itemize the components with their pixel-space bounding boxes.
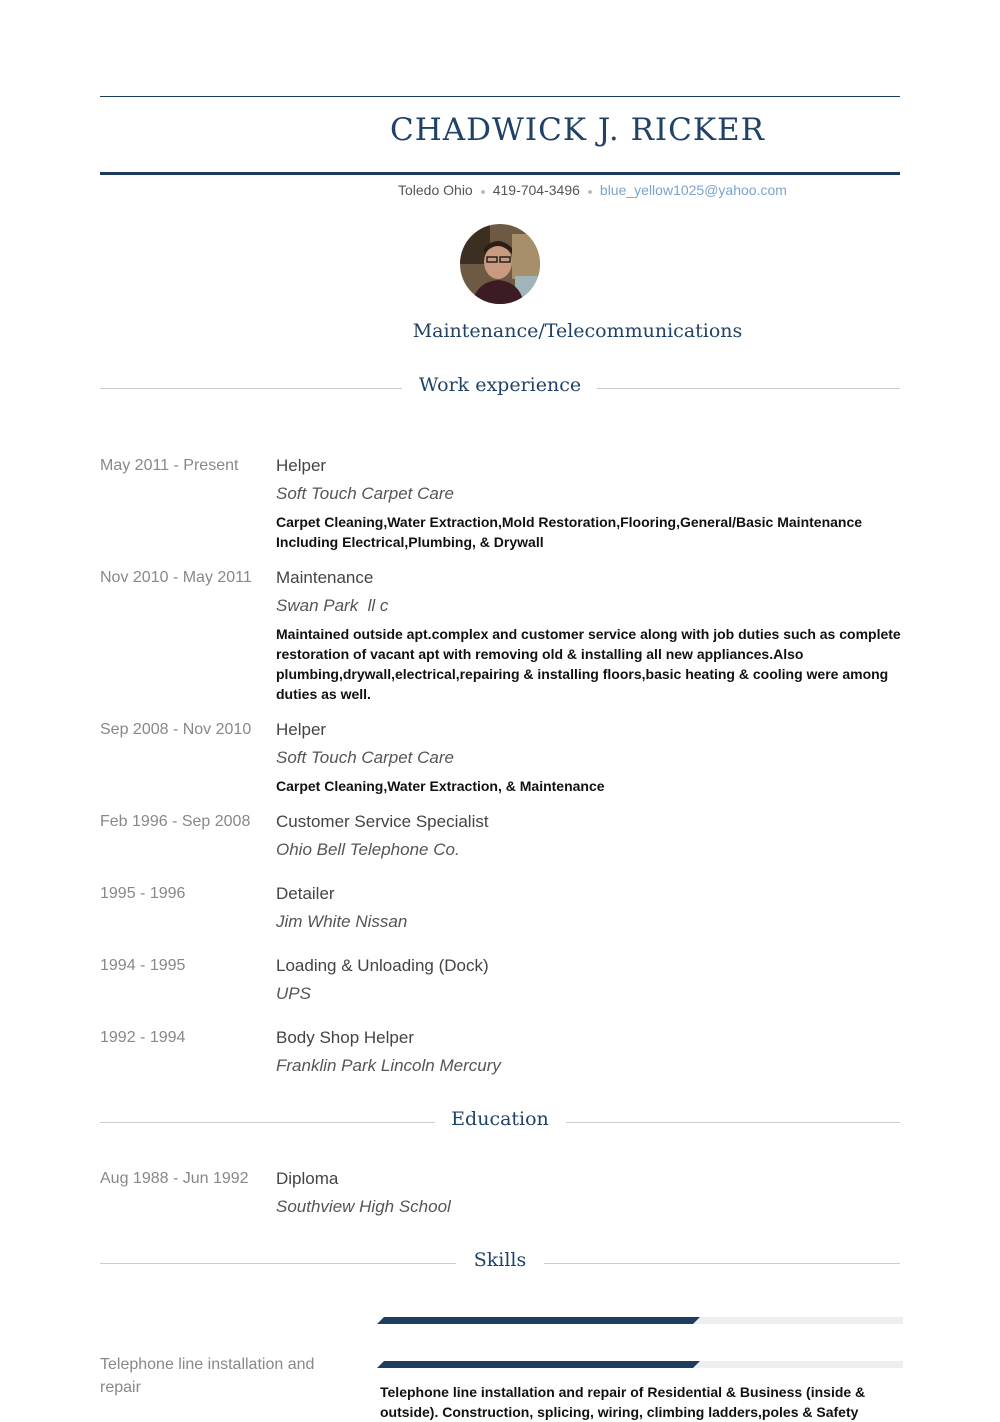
work-role: Detailer — [276, 884, 335, 903]
location: Toledo Ohio — [398, 182, 473, 198]
work-role: Helper — [276, 720, 327, 739]
work-role: Body Shop Helper — [276, 1028, 414, 1047]
header-rule-bottom — [100, 172, 900, 175]
contact-line — [398, 182, 787, 198]
education-section-heading — [100, 1108, 900, 1138]
education-date: Aug 1988 - Jun 1992 — [100, 1170, 249, 1187]
avatar — [460, 224, 540, 304]
work-company: Soft Touch Carpet Care — [276, 484, 454, 503]
work-date: 1994 - 1995 — [100, 957, 186, 974]
candidate-name: CHADWICK J. RICKER — [390, 112, 765, 148]
skills-section-heading — [100, 1249, 900, 1279]
email-link[interactable]: blue_yellow1025@yahoo.com — [599, 182, 787, 198]
bar-fill — [377, 1317, 700, 1324]
work-description: Carpet Cleaning,Water Extraction,Mold Restoration,Flooring,General/Basic Maintenance Including Electrical,Plumbing, & Drywall — [276, 514, 863, 550]
section-title: Skills — [473, 1249, 527, 1271]
skill-description: Telephone line installation and repair of Residential & Business (inside & outside). Construction, splicing, wiring, climbing ladders,poles & Safety — [380, 1384, 866, 1420]
work-company: UPS — [276, 984, 311, 1003]
skills-overall-bar — [377, 1317, 903, 1324]
work-description: Maintained outside apt.complex and customer service along with job duties such as complete restoration of vacant apt with removing old & installing all new appliances.Also plumbing,drywall,electrical,repairing & installing floors,basic heating & cooling were among duties as well. — [276, 626, 901, 702]
education-school: Southview High School — [276, 1197, 451, 1216]
work-role: Customer Service Specialist — [276, 812, 489, 831]
work-date: Feb 1996 - Sep 2008 — [100, 813, 251, 830]
work-role: Helper — [276, 456, 327, 475]
section-title: Work experience — [418, 374, 582, 396]
work-company: Ohio Bell Telephone Co. — [276, 840, 460, 859]
work-role: Maintenance — [276, 568, 374, 587]
work-company: Swan Park ll c — [276, 596, 389, 615]
skill-name: Telephone line installation and repair — [100, 1356, 315, 1396]
work-date: Nov 2010 - May 2011 — [100, 569, 252, 586]
work-date: 1995 - 1996 — [100, 885, 186, 902]
work-company: Jim White Nissan — [276, 912, 408, 931]
separator-dot — [588, 190, 592, 194]
headline: Maintenance/Telecommunications — [412, 320, 743, 342]
work-role: Loading & Unloading (Dock) — [276, 956, 489, 975]
header-rule-top — [100, 96, 900, 97]
skill-level-bar — [377, 1361, 903, 1368]
section-title: Education — [451, 1108, 549, 1130]
work-company: Franklin Park Lincoln Mercury — [276, 1056, 501, 1075]
avatar-photo — [460, 224, 540, 304]
work-description: Carpet Cleaning,Water Extraction, & Maintenance — [276, 778, 605, 794]
education-degree: Diploma — [276, 1169, 339, 1188]
bar-fill — [377, 1361, 700, 1368]
work-date: Sep 2008 - Nov 2010 — [100, 721, 252, 738]
phone: 419-704-3496 — [492, 182, 580, 198]
work-section-heading — [100, 374, 900, 404]
work-date: 1992 - 1994 — [100, 1029, 186, 1046]
work-company: Soft Touch Carpet Care — [276, 748, 454, 767]
separator-dot — [481, 190, 485, 194]
work-date: May 2011 - Present — [100, 457, 239, 474]
